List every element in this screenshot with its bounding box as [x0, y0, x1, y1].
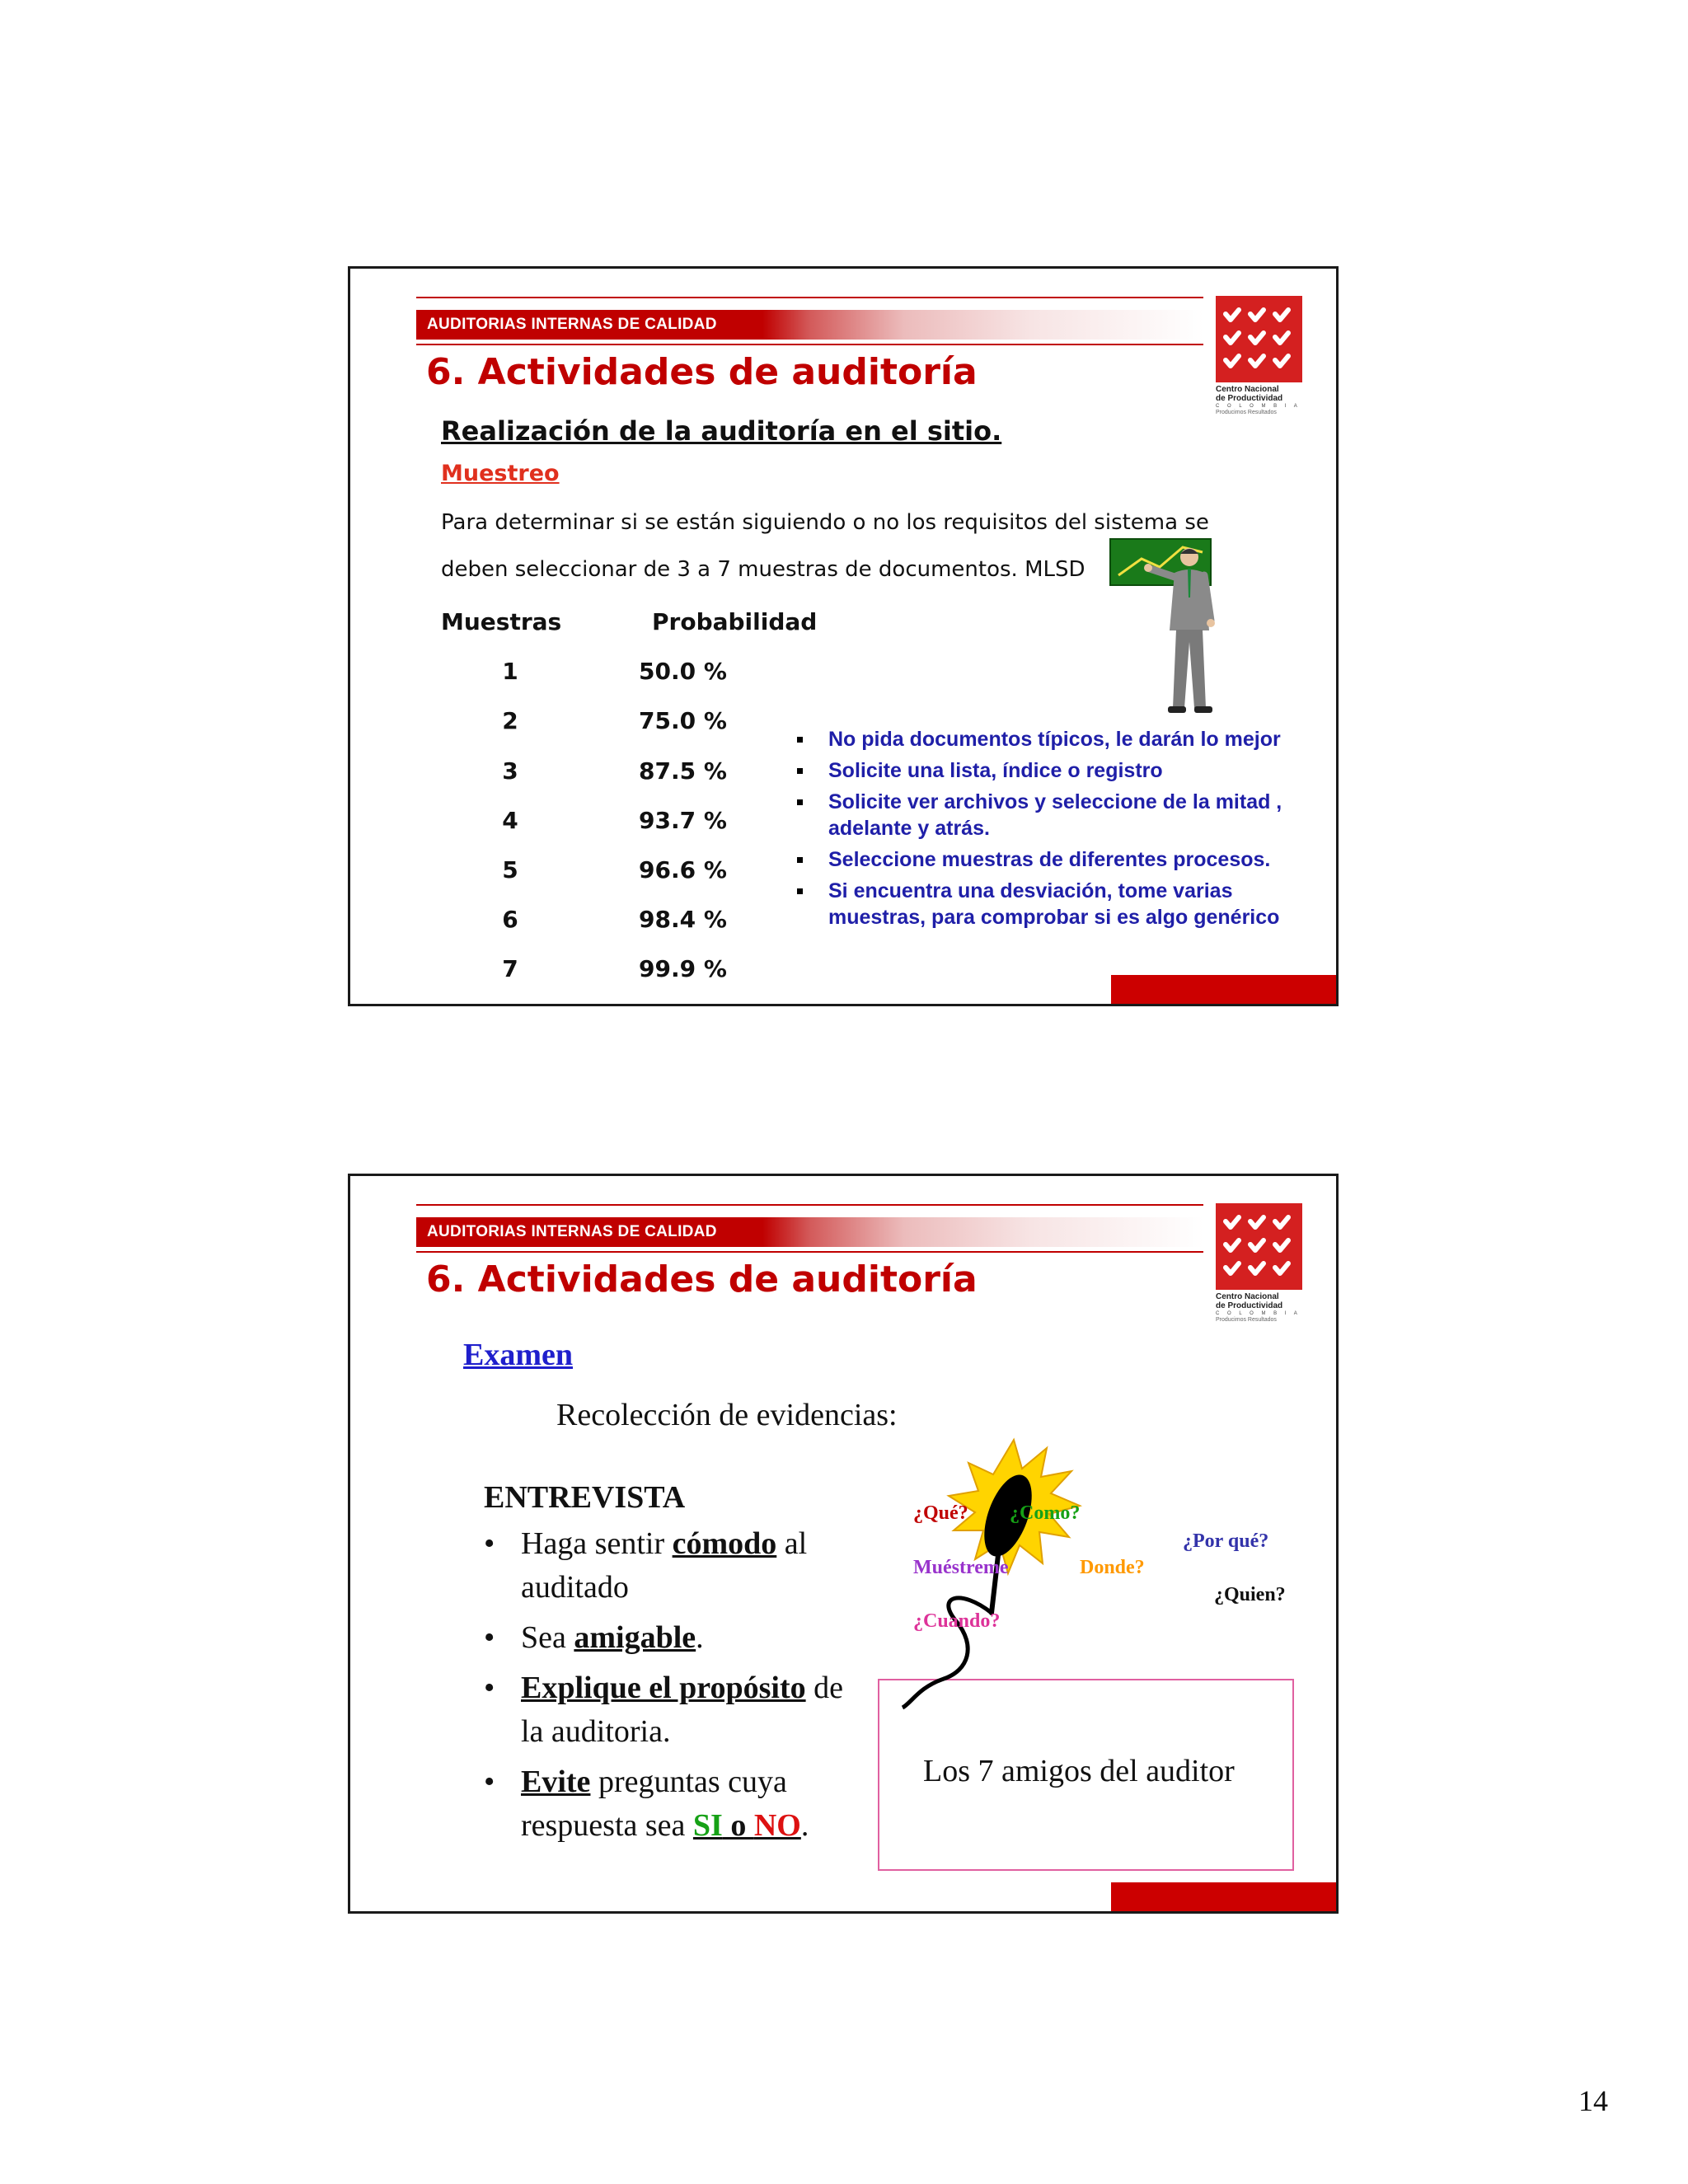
- table-cell-probability: 96.6 %: [639, 856, 727, 883]
- checkmarks-logo-icon: [1216, 296, 1302, 382]
- table-cell-probability: 50.0 %: [639, 658, 727, 685]
- checkmarks-logo-icon: [1216, 1203, 1302, 1290]
- footer-bar: [1111, 975, 1336, 1004]
- table-cell-probability: 98.4 %: [639, 906, 727, 933]
- slide-title: 6. Actividades de auditoría: [426, 1258, 978, 1301]
- cnp-logo: [1216, 1203, 1306, 1325]
- table-cell-probability: 99.9 %: [639, 955, 727, 982]
- table-cell-samples: 7: [502, 955, 518, 982]
- no-text: NO: [753, 1808, 801, 1843]
- header-top-line: [416, 297, 1203, 298]
- emphasis-text: Explique el propósito: [521, 1671, 806, 1705]
- text-run: o: [722, 1808, 754, 1843]
- cnp-logo: [1216, 296, 1306, 418]
- slide-title: 6. Actividades de auditoría: [426, 351, 978, 393]
- slide-interview: [348, 1174, 1339, 1914]
- list-item: [787, 878, 1331, 930]
- bullet-dot-icon: •: [484, 1526, 495, 1561]
- text-run: preguntas cuya respuesta sea: [521, 1765, 787, 1843]
- list-item: [787, 846, 1331, 873]
- table-cell-samples: 2: [502, 707, 518, 734]
- interview-tips-list: [484, 1522, 871, 1854]
- bullet-square-icon: [797, 737, 803, 743]
- logo-name-line2: de Productividad: [1216, 1301, 1283, 1310]
- slide-subtitle: Realización de la auditoría en el sitio.: [441, 415, 1002, 447]
- list-item-text: Solicite ver archivos y seleccione de la mitad , adelante y atrás.: [828, 790, 1282, 840]
- evidence-collection-label: Recolección de evidencias:: [556, 1398, 898, 1432]
- section-heading: Muestreo: [441, 461, 560, 486]
- list-item: [484, 1616, 871, 1660]
- table-cell-samples: 4: [502, 807, 518, 834]
- header-top-line: [416, 1204, 1203, 1206]
- table-cell-probability: 87.5 %: [639, 757, 727, 785]
- bullet-dot-icon: •: [484, 1671, 495, 1705]
- question-how: ¿Como?: [1010, 1502, 1081, 1524]
- header-bottom-line: [416, 344, 1203, 345]
- yes-text: SI: [692, 1808, 723, 1843]
- bullet-square-icon: [797, 857, 803, 863]
- tips-list: [787, 726, 1331, 935]
- column-header-samples: Muestras: [441, 608, 562, 635]
- header-bottom-line: [416, 1251, 1203, 1253]
- text-run: .: [800, 1808, 809, 1843]
- table-cell-samples: 5: [502, 856, 518, 883]
- list-item: [484, 1522, 871, 1610]
- list-item: [484, 1760, 871, 1848]
- list-item-text: Si encuentra una desviación, tome varias muestras, para comprobar si es algo genérico: [828, 879, 1280, 929]
- logo-name-line2: de Productividad: [1216, 394, 1283, 403]
- question-where: Donde?: [1080, 1557, 1145, 1578]
- header-text: AUDITORIAS INTERNAS DE CALIDAD: [427, 1223, 717, 1240]
- question-when: ¿Cuando?: [913, 1610, 1001, 1632]
- bullet-dot-icon: •: [484, 1620, 495, 1655]
- list-item: [787, 726, 1331, 752]
- auditor-friends-label: Los 7 amigos del auditor: [923, 1754, 1235, 1788]
- table-cell-samples: 6: [502, 906, 518, 933]
- list-item-text: Solicite una lista, índice o registro: [828, 759, 1163, 782]
- list-item-text: Seleccione muestras de diferentes procesos.: [828, 848, 1271, 871]
- logo-slogan: Producimos Resultados: [1216, 410, 1277, 415]
- text-run: Haga sentir: [521, 1526, 673, 1561]
- logo-slogan: Producimos Resultados: [1216, 1317, 1277, 1323]
- logo-country: C O L O M B I A: [1216, 1311, 1301, 1316]
- footer-bar: [1111, 1882, 1336, 1911]
- list-item: [787, 757, 1331, 784]
- bullet-dot-icon: •: [484, 1765, 495, 1799]
- list-item: [787, 789, 1331, 841]
- question-why: ¿Por qué?: [1183, 1530, 1269, 1552]
- emphasis-text: Evite: [521, 1765, 591, 1799]
- paragraph-line-1: Para determinar si se están siguiendo o no los requisitos del sistema se: [441, 510, 1209, 535]
- column-header-probability: Probabilidad: [652, 608, 818, 635]
- slide-sampling: [348, 266, 1339, 1006]
- bullet-square-icon: [797, 888, 803, 894]
- emphasis-text: cómodo: [672, 1526, 777, 1561]
- question-what: ¿Qué?: [913, 1502, 968, 1524]
- logo-name-line1: Centro Nacional: [1216, 1292, 1279, 1301]
- bullet-square-icon: [797, 768, 803, 774]
- logo-name-line1: Centro Nacional: [1216, 385, 1279, 394]
- logo-country: C O L O M B I A: [1216, 404, 1301, 409]
- question-who: ¿Quien?: [1214, 1584, 1286, 1605]
- interview-heading: ENTREVISTA: [484, 1480, 686, 1515]
- table-cell-probability: 75.0 %: [639, 707, 727, 734]
- header-text: AUDITORIAS INTERNAS DE CALIDAD: [427, 316, 717, 333]
- table-cell-samples: 3: [502, 757, 518, 785]
- text-run: .: [696, 1620, 704, 1655]
- page-number: 14: [1578, 2084, 1608, 2117]
- bullet-square-icon: [797, 799, 803, 805]
- paragraph-line-2: deben seleccionar de 3 a 7 muestras de documentos. MLSD: [441, 557, 1085, 582]
- emphasis-text: amigable: [574, 1620, 696, 1655]
- presenter-with-chart-icon: [1109, 536, 1224, 721]
- list-item: [484, 1666, 871, 1754]
- section-heading: Examen: [463, 1338, 573, 1372]
- text-run: de la auditoria.: [521, 1671, 843, 1749]
- text-run: al auditado: [521, 1526, 808, 1605]
- list-item-text: No pida documentos típicos, le darán lo mejor: [828, 728, 1281, 751]
- text-run: Sea: [521, 1620, 574, 1655]
- table-cell-probability: 93.7 %: [639, 807, 727, 834]
- table-cell-samples: 1: [502, 658, 518, 685]
- prompt-show-me: Muéstreme: [913, 1557, 1009, 1578]
